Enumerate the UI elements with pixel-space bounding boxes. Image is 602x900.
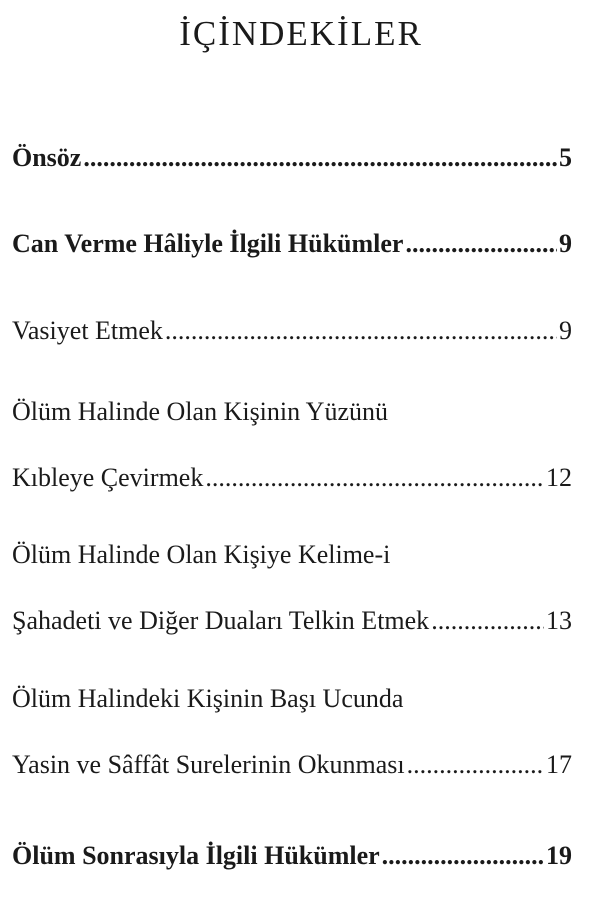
toc-entry-vasiyet[interactable] [12, 311, 572, 351]
toc-entry-telkin[interactable] [12, 535, 572, 641]
toc-page-number: 5 [559, 143, 572, 172]
toc-entry-yasin[interactable] [12, 679, 572, 785]
leader-dots [431, 601, 544, 641]
toc-page-number: 9 [559, 229, 572, 258]
leader-dots [407, 745, 544, 785]
toc-entry-title: Ölüm Sonrasıyla İlgili Hükümler [12, 841, 380, 870]
toc-entry-title: Can Verme Hâliyle İlgili Hükümler [12, 229, 404, 258]
toc-entry-title: Kıbleye Çevirmek [12, 463, 204, 492]
toc-entry-can-verme[interactable] [12, 224, 572, 264]
toc-entry-olum-sonrasi[interactable] [12, 836, 572, 876]
toc-page-number: 12 [546, 463, 572, 492]
toc-entry-title-line1: Ölüm Halindeki Kişinin Başı Ucunda [12, 684, 404, 713]
toc-entry-onsoz[interactable] [12, 138, 572, 178]
toc-entry-title: Önsöz [12, 143, 82, 172]
leader-dots [205, 458, 544, 498]
toc-page-number: 13 [546, 606, 572, 635]
toc-page-number: 19 [546, 841, 572, 870]
toc-page-number: 9 [559, 316, 572, 345]
leader-dots [382, 836, 544, 876]
toc-entry-title-line1: Ölüm Halinde Olan Kişinin Yüzünü [12, 397, 388, 426]
toc-entry-kible[interactable] [12, 392, 572, 498]
leader-dots [405, 224, 557, 264]
toc-entry-title: Şahadeti ve Diğer Duaları Telkin Etmek [12, 606, 430, 635]
toc-entry-title-line1: Ölüm Halinde Olan Kişiye Kelime-i [12, 540, 391, 569]
leader-dots [83, 138, 557, 178]
leader-dots [165, 311, 557, 351]
page-title: İÇİNDEKİLER [179, 14, 423, 53]
toc-page-number: 17 [546, 750, 572, 779]
toc-entry-title: Yasin ve Sâffât Surelerinin Okunması [12, 750, 405, 779]
toc-entry-title: Vasiyet Etmek [12, 316, 163, 345]
